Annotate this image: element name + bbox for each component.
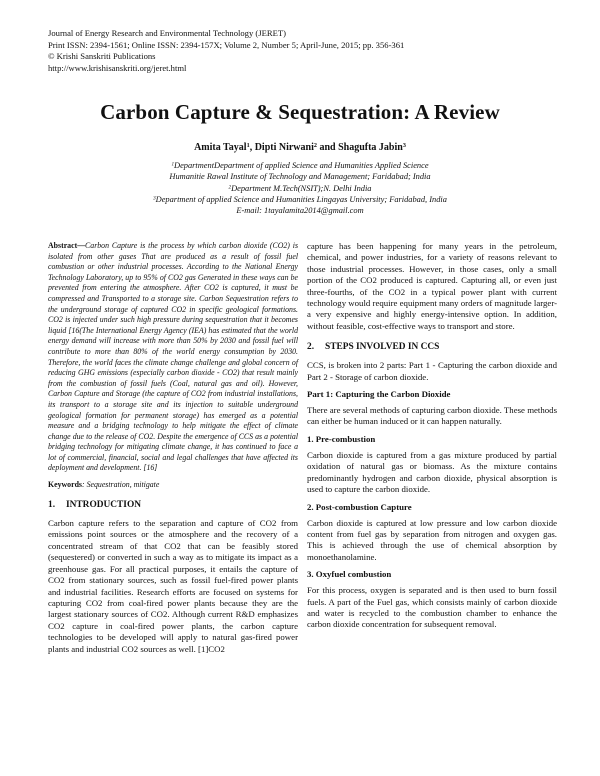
author-superscript: 3 bbox=[402, 141, 406, 149]
affiliation-line bbox=[0, 194, 600, 205]
affiliation-text: Department M.Tech(NSIT);N. Delhi India bbox=[231, 183, 372, 193]
affiliations bbox=[0, 160, 600, 216]
affiliation-line bbox=[0, 160, 600, 171]
author-name: Dipti Nirwani bbox=[254, 142, 314, 153]
author-name: Shagufta Jabin bbox=[338, 142, 403, 153]
affiliation-email bbox=[0, 205, 600, 216]
author-superscript: 1 bbox=[246, 141, 250, 149]
journal-publisher: © Krishi Sanskriti Publications bbox=[48, 51, 156, 62]
section-heading-steps bbox=[307, 342, 557, 352]
affiliation-text: DepartmentDepartment of applied Science and Humanities Applied Science bbox=[174, 161, 429, 170]
ccs-intro-paragraph: CCS, is broken into 2 parts: Part 1 - Capturing the carbon dioxide and Part 2 - Storage of carbon dioxide. bbox=[307, 360, 557, 382]
oxyfuel-paragraph: For this process, oxygen is separated and is then used to burn fossil fuels. A part of the Fuel gas, which consists mainly of carbon dioxide and water is recycled to the combustion chamber to enhance the carbon dioxide concentration for subsequent removal. bbox=[307, 585, 557, 630]
left-column bbox=[48, 241, 298, 655]
journal-url: http://www.krishisanskriti.org/jeret.html bbox=[48, 62, 187, 73]
section-title: STEPS INVOLVED IN CCS bbox=[325, 342, 440, 353]
affiliation-line bbox=[0, 171, 600, 182]
keywords-label: Keywords bbox=[48, 480, 82, 490]
author-name: Amita Tayal bbox=[194, 142, 247, 153]
paper-title: Carbon Capture & Sequestration: A Review bbox=[100, 100, 500, 124]
author-separator: , bbox=[249, 142, 255, 153]
author-separator: and bbox=[316, 142, 339, 153]
abstract-label: Abstract— bbox=[48, 241, 86, 250]
affiliation-superscript: 1 bbox=[171, 161, 175, 168]
section-title: INTRODUCTION bbox=[66, 500, 142, 511]
abstract-text: Carbon Capture is the process by which carbon dioxide (CO2) is isolated from other gases That are produced as a result of fossil fuel combustion or other industrial processes. According to the National Energy Technology Laboratory, up to 95% of CO2 gas Generated in these ways can be prevented from entering the atmosphere. After CO2 is captured, it must be compressed and Transported to a storage site. Carbon Sequestration refers to the underground storage of captured CO2 in specific geological formations. CO2 is injected under such high pressure during sequestration that it becomes liquid [16(The International Energy Agency (IEA) has estimated that the world energy demand will increase with more than 50% by 2030 and fossil fuel will contribute to more than 80% of the world energy consumption by 2030. Therefore, the world faces the climate change challenge and global concern of reducing GHG emissions (especially carbon dioxide - CO2) that result mainly from the combustion of fossil fuels (Coal, natural gas and oil). However, Carbon Capture and Storage (the capture of CO2 from industrial installations, its transport to a storage site and its injection to suitable underground geological formation for permanent storage) has emerged as a potential measure and a bridging technology to help mitigate the effect of climate change due to the release of CO2. Despite the emergence of CCS as a potential bridging technology for mitigating climate change, it has continued to face a lot of commercial, financial, social and legal challenges that have affected its deployment and development. [16] bbox=[48, 241, 298, 473]
abstract bbox=[48, 241, 298, 474]
author-list bbox=[0, 142, 600, 153]
pre-combustion-heading: 1. Pre-combustion bbox=[307, 433, 376, 444]
affiliation-superscript: 2 bbox=[228, 184, 232, 190]
section-number: 1. bbox=[48, 500, 56, 511]
part1-paragraph: There are several methods of capturing carbon dioxide. These methods can either be human induced or it can happen naturally. bbox=[307, 405, 557, 427]
affiliation-text: Humanitie Rawal Institute of Technology and Management; Faridabad; India bbox=[169, 172, 431, 182]
continuation-paragraph: capture has been happening for many years in the petroleum, chemical, and power industries, for a variety of reasons relevant to those industrial processes. However, in those cases, only a small portion of the CO2 produced is captured. Capturing all, or even just three-fourths, of the CO2 in a typical power plant with current technology would require equipment many orders of magnitude larger-a very expensive and highly energy-intensive option. In addition, without feasible, cost-effective ways to transport and store. bbox=[307, 241, 557, 331]
pre-combustion-paragraph: Carbon dioxide is captured from a gas mixture produced by partial oxidation of natural gas or biomass. As the mixture contains predominantly hydrogen and carbon dioxide, physical absorption is used to capture the carbon dioxide. bbox=[307, 449, 557, 495]
keywords bbox=[48, 480, 298, 489]
affiliation-line bbox=[0, 183, 600, 194]
affiliation-text: Department of applied Science and Humanities Lingayas University; Faridabad, India bbox=[155, 194, 447, 204]
journal-issn: Print ISSN: 2394-1561; Online ISSN: 2394-157X; Volume 2, Number 5; April-June, 2015; pp. 356-361 bbox=[48, 39, 405, 50]
journal-name: Journal of Energy Research and Environmental Technology (JERET) bbox=[48, 28, 286, 38]
post-combustion-paragraph: Carbon dioxide is captured at low pressure and low carbon dioxide content from fuel gas by separation from nitrogen and oxygen gas. This is achieved through the use of chemical absorption by monoethanolamine. bbox=[307, 517, 557, 562]
keywords-value: : Sequestration, mitigate bbox=[82, 480, 160, 490]
part1-heading: Part 1: Capturing the Carbon Dioxide bbox=[307, 389, 451, 400]
introduction-paragraph: Carbon capture refers to the separation and capture of CO2 from emissions point sources or the atmosphere and the recovery of a concentrated stream of that CO2 that can be feasibly stored (sequestered) or converted in such a way as to mitigate its impact as a greenhouse gas. For all practical purposes, it entails the capture of CO2 from stationary sources, such as fossil fuel-fired power plants and industrial facilities. Research efforts are focused on systems for capturing CO2 from coal-fired power plants because they are the largest stationary sources of CO2. Although current R&D emphasizes CO2 capture in coal-fired power plants, the carbon capture technologies to be developed will apply to natural gas-fired power plants and industrial CO2 sources as well. [1]CO2 bbox=[48, 518, 298, 654]
journal-header bbox=[48, 28, 568, 74]
author-superscript: 2 bbox=[313, 141, 317, 149]
section-number: 2. bbox=[307, 342, 315, 353]
email-text: E-mail: 1tayalamita2014@gmail.com bbox=[236, 206, 364, 216]
post-combustion-heading: 2. Post-combustion Capture bbox=[307, 501, 412, 512]
affiliation-superscript: 3 bbox=[153, 195, 156, 202]
section-heading-introduction bbox=[48, 500, 298, 510]
oxyfuel-heading: 3. Oxyfuel combustion bbox=[307, 569, 392, 580]
right-column bbox=[307, 241, 557, 631]
